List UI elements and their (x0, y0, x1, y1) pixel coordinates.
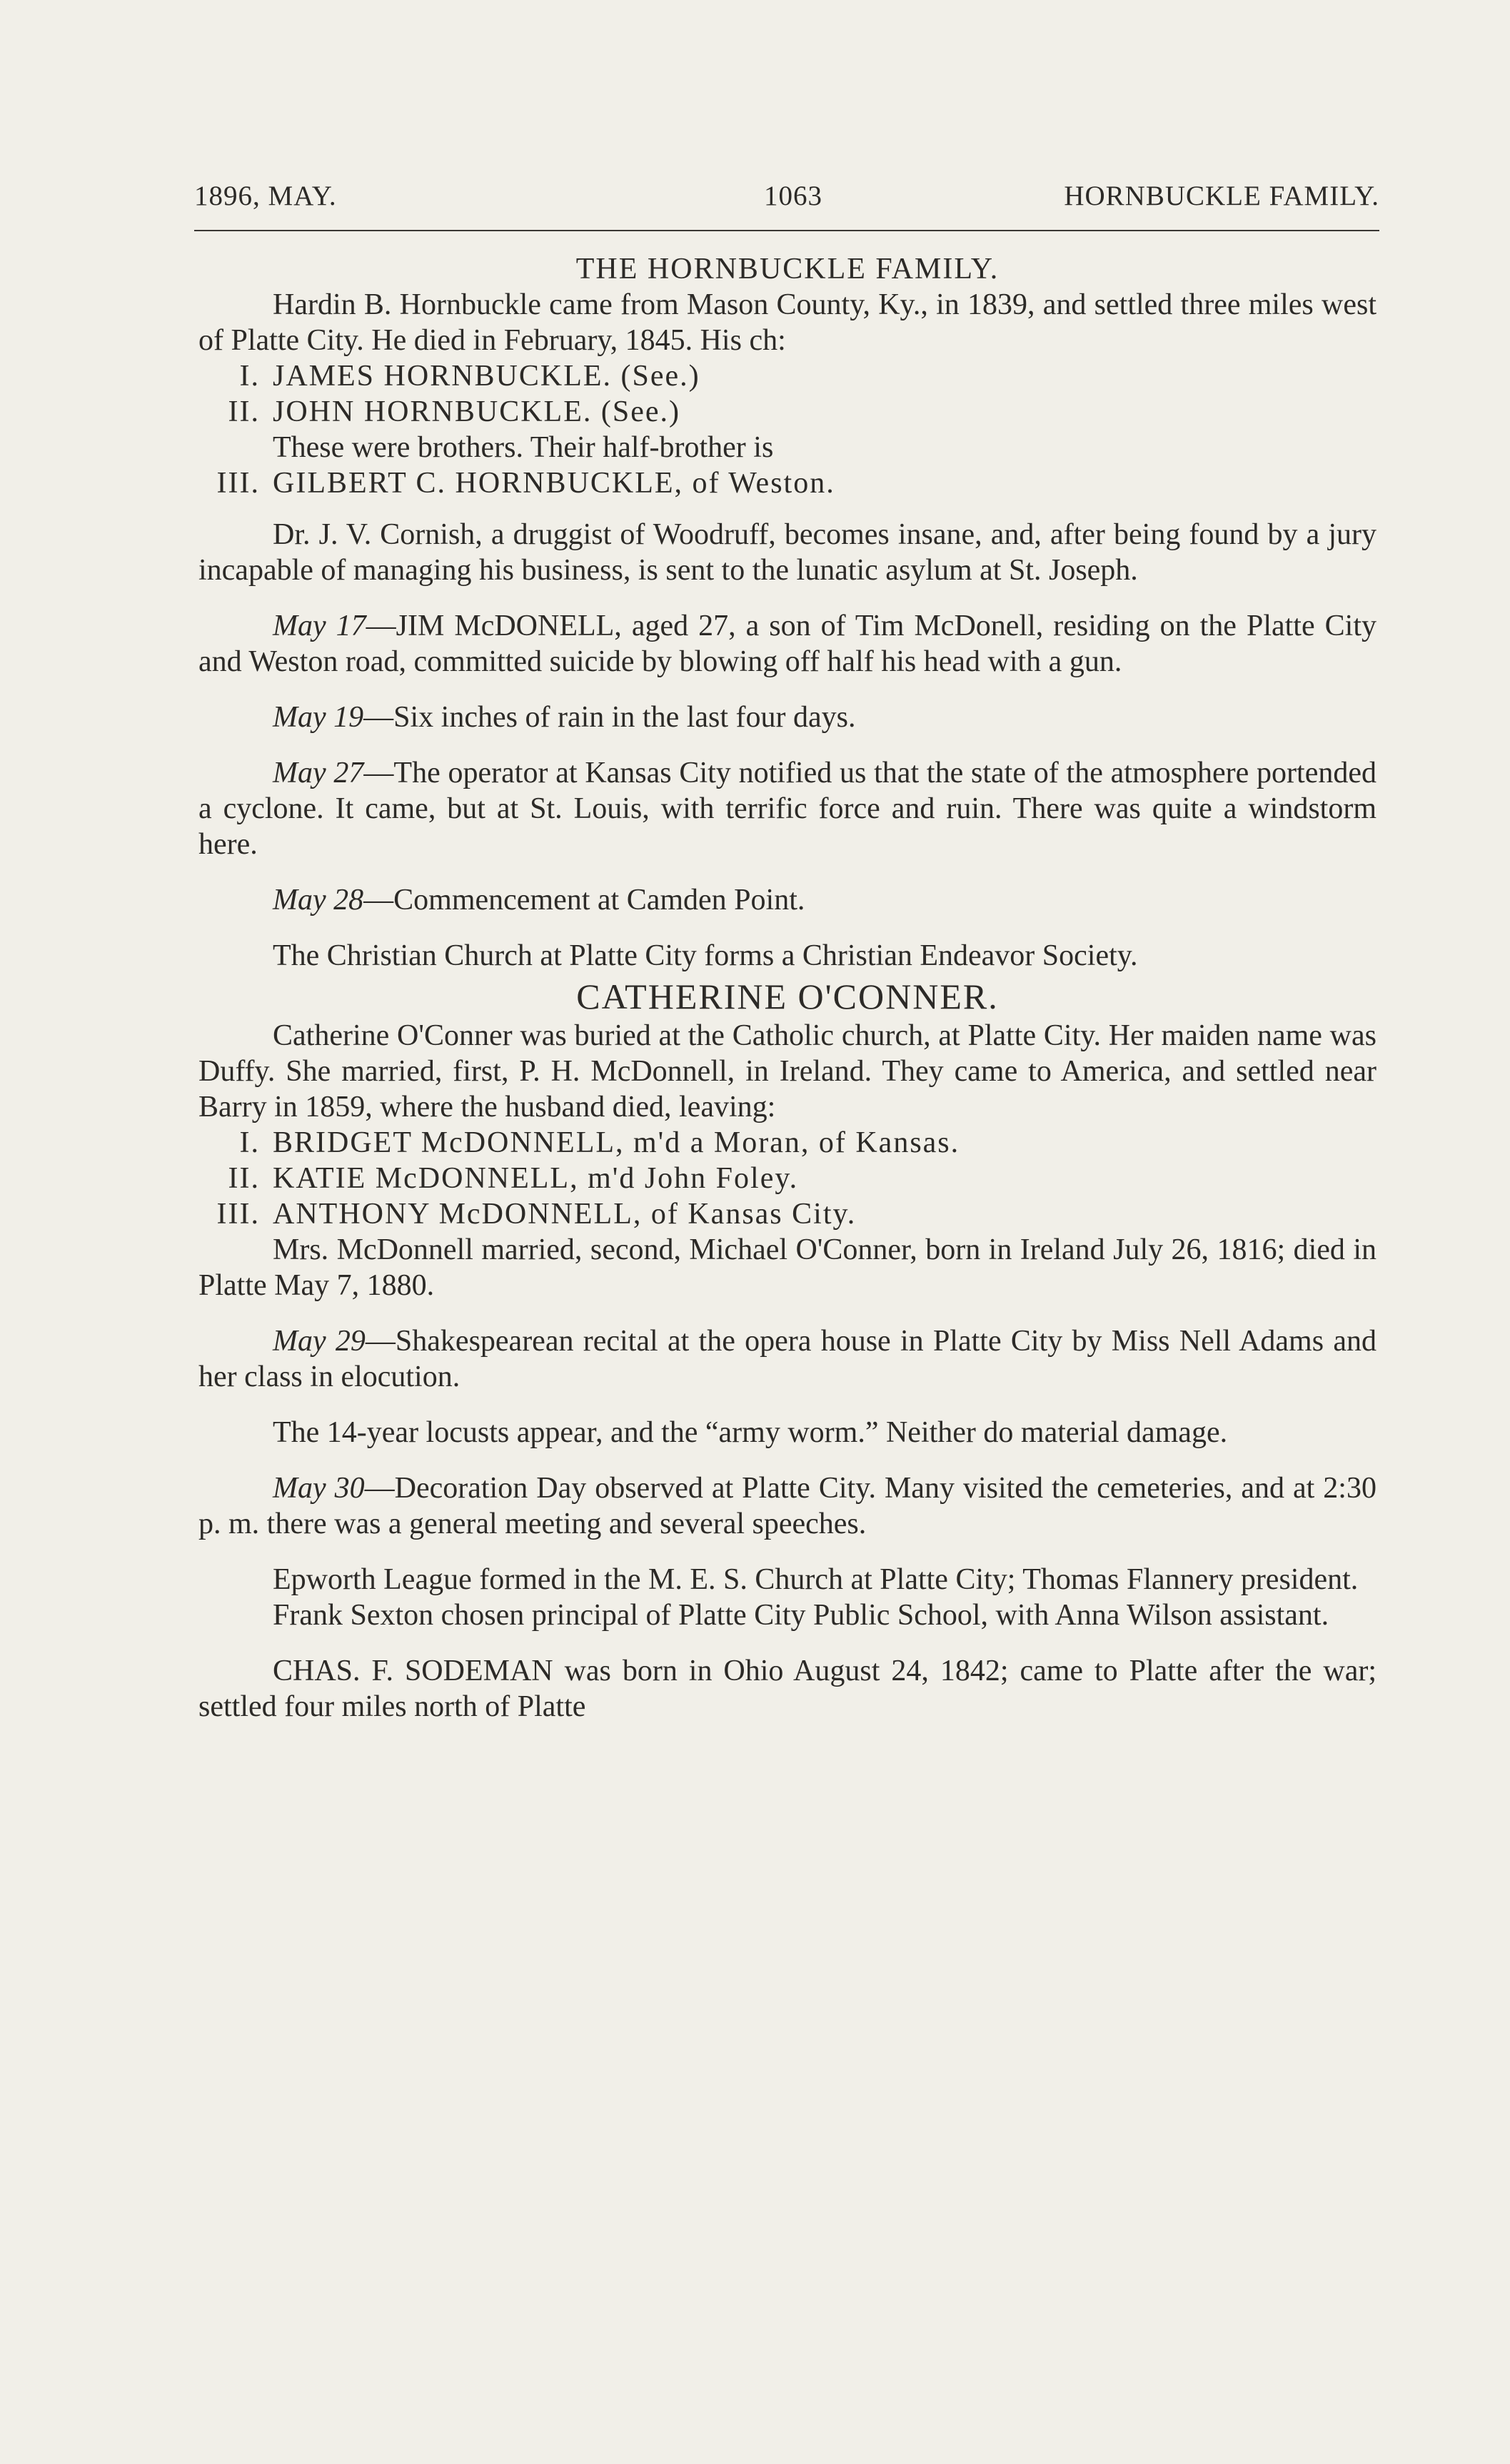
epworth-paragraph: Epworth League formed in the M. E. S. Church at Platte City; Thomas Flannery president. (273, 1563, 1359, 1596)
item-text: KATIE McDONNELL, m'd John Foley. (273, 1162, 799, 1195)
entry-date: May 28 (273, 884, 364, 917)
entry-may-30 (198, 1470, 1376, 1542)
entry-text: —The operator at Kansas City notified us that the state of the atmosphere portended a cyclone. It came, but at St. Louis, with terrific force and ruin. There was quite a windstorm here. (198, 757, 1376, 861)
entry-date: May 29 (273, 1325, 366, 1358)
section-heading-oconner: CATHERINE O'CONNER. (576, 976, 999, 1016)
section-heading-hornbuckle: THE HORNBUCKLE FAMILY. (575, 253, 1000, 286)
item-number: III. (216, 1198, 260, 1231)
entry-may-17 (198, 608, 1376, 680)
running-head-date: 1896, MAY. (194, 181, 337, 211)
running-head-title: HORNBUCKLE FAMILY. (1064, 181, 1379, 211)
oconner-second-marriage: Mrs. McDonnell married, second, Michael O'Conner, born in Ireland July 26, 1816; died in Platte May 7, 1880. (198, 1233, 1376, 1302)
entry-text: —Shakespearean recital at the opera house in Platte City by Miss Nell Adams and her class in elocution. (198, 1325, 1376, 1393)
page-body (198, 250, 1376, 1725)
item-number: II. (228, 395, 260, 428)
item-text: JAMES HORNBUCKLE. (See.) (273, 360, 700, 393)
item-number: III. (216, 467, 260, 500)
entry-may-19 (198, 700, 1376, 735)
item-number: I. (239, 1126, 260, 1159)
item-text: BRIDGET McDONNELL, m'd a Moran, of Kansas. (273, 1126, 960, 1159)
oconner-child-2 (198, 1161, 1376, 1196)
item-text: ANTHONY McDONNELL, of Kansas City. (273, 1198, 857, 1231)
entry-text: —Commencement at Camden Point. (363, 884, 805, 917)
entry-date: May 30 (273, 1472, 365, 1505)
header-rule (194, 230, 1379, 231)
oconner-child-3 (198, 1196, 1376, 1232)
running-head (194, 180, 1379, 216)
sexton-paragraph: Frank Sexton chosen principal of Platte City Public School, with Anna Wilson assistant. (273, 1599, 1329, 1632)
locusts-paragraph: The 14-year locusts appear, and the “army worm.” Neither do material damage. (273, 1416, 1228, 1449)
hornbuckle-intro: Hardin B. Hornbuckle came from Mason County, Ky., in 1839, and settled three miles west of Platte City. He died in February, 1845. His ch: (198, 288, 1376, 357)
oconner-intro: Catherine O'Conner was buried at the Catholic church, at Platte City. Her maiden name was Duffy. She married, first, P. H. McDonnell, in Ireland. They came to America, and settled near Barry in 1859, where the husband died, leaving: (198, 1019, 1376, 1124)
item-number: I. (239, 360, 260, 393)
entry-date: May 17 (273, 610, 366, 642)
brothers-note: These were brothers. Their half-brother is (273, 431, 774, 464)
entry-may-29 (198, 1323, 1376, 1395)
oconner-child-1 (198, 1125, 1376, 1161)
cornish-paragraph: Dr. J. V. Cornish, a druggist of Woodruff, becomes insane, and, after being found by a jury incapable of managing his business, is sent to the lunatic asylum at St. Joseph. (198, 518, 1376, 587)
item-text: GILBERT C. HORNBUCKLE, of Weston. (273, 467, 835, 500)
entry-date: May 19 (273, 701, 364, 734)
hornbuckle-half-brother (198, 465, 1376, 501)
item-number: II. (228, 1162, 260, 1195)
hornbuckle-child-1 (198, 358, 1376, 394)
page-number: 1063 (764, 181, 822, 211)
christian-endeavor-paragraph: The Christian Church at Platte City forms a Christian Endeavor Society. (273, 939, 1138, 972)
entry-text: —JIM McDONELL, aged 27, a son of Tim McDonell, residing on the Platte City and Weston road, committed suicide by blowing off half his head with a gun. (198, 610, 1376, 678)
entry-date: May 27 (273, 757, 364, 789)
item-text: JOHN HORNBUCKLE. (See.) (273, 395, 680, 428)
hornbuckle-child-2 (198, 394, 1376, 430)
entry-may-28 (198, 882, 1376, 918)
entry-may-27 (198, 755, 1376, 862)
entry-text: —Six inches of rain in the last four days. (363, 701, 856, 734)
entry-text: —Decoration Day observed at Platte City. Many visited the cemeteries, and at 2:30 p. m. there was a general meeting and several speeches. (198, 1472, 1376, 1540)
sodeman-paragraph: CHAS. F. SODEMAN was born in Ohio August 24, 1842; came to Platte after the war; settled four miles north of Platte (198, 1655, 1376, 1723)
